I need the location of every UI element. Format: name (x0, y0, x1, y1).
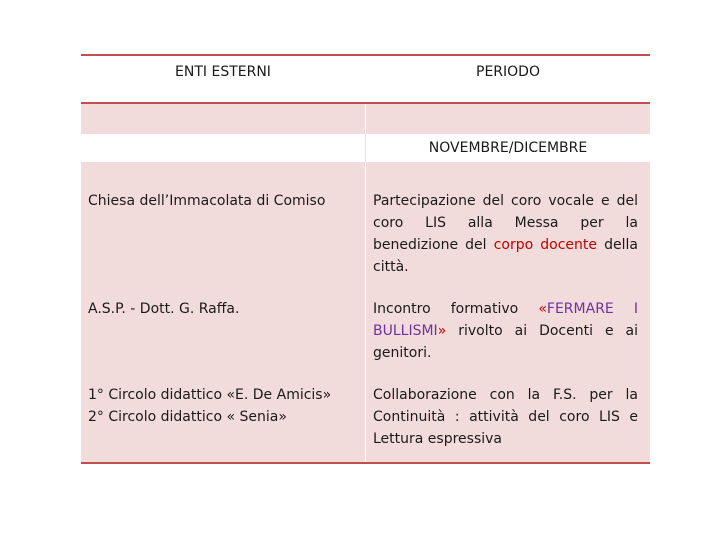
row-2-attivita-text: Incontro formativo (373, 301, 539, 317)
activities-table (81, 54, 650, 464)
header-col-periodo (366, 56, 650, 102)
row-2-attivita-end: rivolto ai Docenti e ai genitori. (373, 323, 638, 361)
header-col-enti-label: ENTI ESTERNI (175, 64, 271, 80)
row-1-attivita-end: della città. (373, 237, 638, 275)
row-2-ente: A.S.P. - Dott. G. Raffa. (88, 301, 240, 317)
period-subheader: NOVEMBRE/DICEMBRE (428, 140, 588, 156)
row-1-ente: Chiesa dell’Immacolata di Comiso (88, 193, 326, 209)
row-1-attivita-highlight: corpo docente (493, 237, 598, 253)
table-bottom-rule (81, 462, 650, 464)
row-1-attivita (373, 190, 638, 278)
header-col-enti (81, 56, 365, 102)
row-2-quote-open: « (538, 301, 547, 317)
header-col-periodo-label: PERIODO (476, 64, 540, 80)
row-3-ente (88, 384, 358, 428)
row-3-ente-line1: 1° Circolo didattico «E. De Amicis» (88, 387, 332, 403)
row-3-ente-line2: 2° Circolo didattico « Senia» (88, 409, 287, 425)
row-1-attivita-text: Partecipazione del coro vocale e del coro LIS alla Messa per la benedizione del (373, 193, 638, 253)
row-2-quote-close: » (437, 323, 447, 339)
row-2-attivita (373, 298, 638, 364)
row-3-attivita: Collaborazione con la F.S. per la Continuità : attività del coro LIS e Lettura espressiva (373, 387, 638, 447)
row-2-title-highlight: FERMARE I BULLISMI (373, 301, 639, 339)
